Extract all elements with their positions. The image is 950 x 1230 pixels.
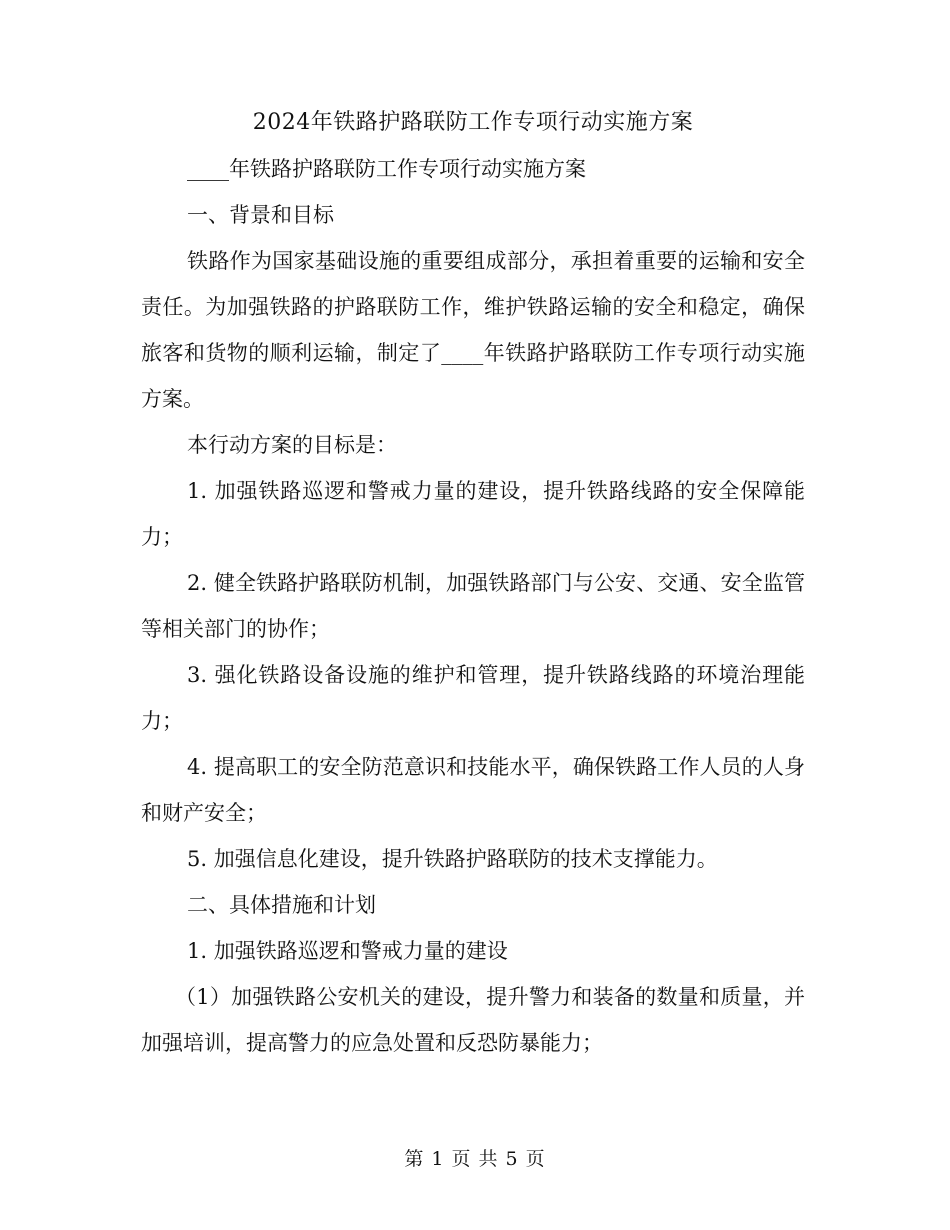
goal-item-2: 2. 健全铁路护路联防机制，加强铁路部门与公安、交通、安全监管等相关部门的协作； xyxy=(141,571,805,641)
goal-item-4: 4. 提高职工的安全防范意识和技能水平，确保铁路工作人员的人身和财产安全； xyxy=(141,755,805,825)
measure-item-1-1: （1）加强铁路公安机关的建设，提升警力和装备的数量和质量，并加强培训，提高警力的应急处置和反恐防暴能力； xyxy=(141,985,805,1055)
goals-intro-paragraph: 本行动方案的目标是： xyxy=(187,433,397,457)
goal-item-1: 1. 加强铁路巡逻和警戒力量的建设，提升铁路线路的安全保障能力； xyxy=(141,479,805,549)
measure-heading-1: 1. 加强铁路巡逻和警戒力量的建设 xyxy=(187,939,508,963)
goal-item-3: 3. 强化铁路设备设施的维护和管理，提升铁路线路的环境治理能力； xyxy=(141,663,805,733)
background-paragraph: 铁路作为国家基础设施的重要组成部分，承担着重要的运输和安全责任。为加强铁路的护路联防工作，维护铁路运输的安全和稳定，确保旅客和货物的顺利运输，制定了____年铁路护路联防工作专项行动实施方案。 xyxy=(141,249,805,411)
document-body xyxy=(141,100,805,1066)
goal-item-5: 5. 加强信息化建设，提升铁路护路联防的技术支撑能力。 xyxy=(187,847,718,871)
document-title: 2024年铁路护路联防工作专项行动实施方案 xyxy=(252,110,694,135)
section-heading-measures: 二、具体措施和计划 xyxy=(187,893,376,917)
section-heading-background: 一、背景和目标 xyxy=(187,203,334,227)
page-number-footer: 第 1 页 共 5 页 xyxy=(404,1148,546,1170)
subtitle-paragraph: ____年铁路护路联防工作专项行动实施方案 xyxy=(187,157,586,181)
